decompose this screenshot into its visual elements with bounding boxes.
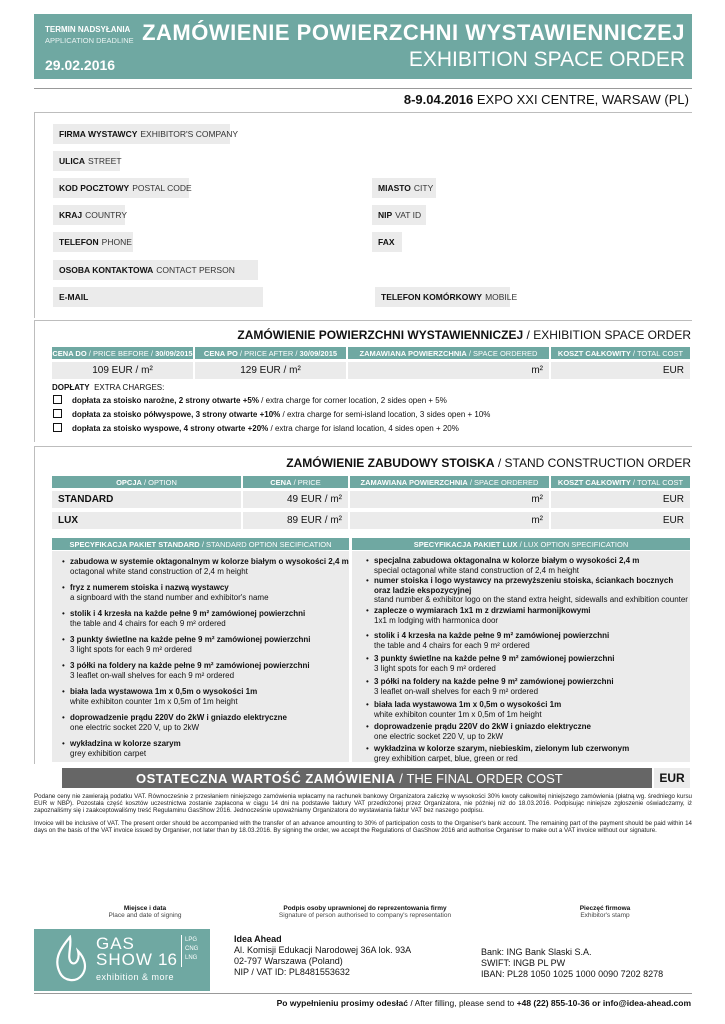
send-to-line: Po wypełnieniu prosimy odesłać / After filling, please send to +48 (22) 855-10-36 or info@idea-ahead.com — [276, 998, 691, 1008]
organiser-name: Idea Ahead — [234, 934, 282, 944]
page-subtitle: EXHIBITION SPACE ORDER — [408, 48, 685, 71]
list-item: • specjalna zabudowa oktagonalna w kolorze białym o wysokości 2,4 m special octagonal white stand construction of 2,4 m height — [366, 556, 640, 575]
space-order-title: ZAMÓWIENIE POWIERZCHNI WYSTAWIENNICZEJ / EXHIBITION SPACE ORDER — [237, 328, 691, 342]
list-item: • fryz z numerem stoiska i nazwą wystawcy a signboard with the stand number and exhibitor's name — [62, 583, 269, 602]
list-item: • stolik i 4 krzesła na każde pełne 9 m² zamówionej powierzchni the table and 4 chairs for each 9 m² ordered — [366, 631, 610, 650]
logo-tagline: exhibition & more — [96, 972, 175, 982]
logo-fuels: LPG CNG LNG — [185, 937, 199, 961]
space-standard-input[interactable]: m² — [350, 491, 549, 508]
list-item: • biała lada wystawowa 1m x 0,5m o wysokości 1m white exhibiton counter 1m x 0,5m of 1m height — [366, 700, 562, 719]
signature-stamp: Pieczęć firmowa Exhibitor's stamp — [579, 905, 631, 919]
price-after-value: 129 EUR / m² — [195, 362, 346, 379]
fax-field[interactable]: FAX — [372, 232, 402, 252]
price-standard: 49 EUR / m² — [243, 491, 348, 508]
price-before-header: CENA DO / PRICE BEFORE / 30/09/2015 — [52, 348, 193, 358]
final-cost-label-en: THE FINAL ORDER COST — [406, 770, 563, 786]
price-lux: 89 EUR / m² — [243, 512, 348, 529]
postcode-field[interactable]: KOD POCZTOWY POSTAL CODE — [53, 178, 189, 198]
send-contact-link[interactable]: +48 (22) 855-10-36 or info@idea-ahead.com — [516, 998, 691, 1008]
spec-lux-list — [352, 551, 690, 762]
organiser-info: Idea Ahead Al. Komisji Edukacji Narodowej 36A lok. 93A 02-797 Warszawa (Poland) NIP / VAT ID: PL8481553632 — [234, 934, 412, 977]
list-item: • doprowadzenie prądu 220V do 2kW i gniazdo elektryczne one electric socket 220 V, up to 2kW — [366, 722, 591, 741]
logo-divider — [181, 935, 182, 967]
page-title: ZAMÓWIENIE POWIERZCHNI WYSTAWIENNICZEJ — [142, 20, 685, 45]
spec-lux-header: SPECYFIKACJA PAKIET LUX / LUX OPTION SPECIFICATION — [352, 538, 690, 550]
mobile-field[interactable]: TELEFON KOMÓRKOWY MOBILE — [375, 287, 510, 307]
terms-en: Invoice will be inclusive of VAT. The present order should be accompanied with the transfer of an advance amounting to 30% of participation costs to the Organiser's bank account. The remaining part of the payment should be paid within 14 days on the basis of the VAT invoice issued by Organiser, not later than by 18.03.2016. By signing the order, we accept the Regulations of GasShow 2016 and authorise Organiser to make out a VAT invoice without our signature. — [34, 820, 692, 835]
list-item: • wykładzina w kolorze szarym, niebieskim, zielonym lub czerwonym grey exhibition carpet, blue, green or red — [366, 744, 630, 763]
logo-name-top: GAS — [96, 934, 135, 953]
semi-island-extra-checkbox[interactable] — [53, 409, 62, 418]
spec-standard-header: SPECYFIKACJA PAKIET STANDARD / STANDARD OPTION SECIFICATION — [52, 538, 349, 550]
island-extra-checkbox[interactable] — [53, 423, 62, 432]
stand-price-header: CENA / PRICE — [243, 476, 348, 488]
email-field[interactable]: E-MAIL — [53, 287, 263, 307]
list-item: • stolik i 4 krzesła na każde pełne 9 m² zamówionej powierzchni the table and 4 chairs for each 9 m² ordered — [62, 609, 306, 628]
list-item: • 3 półki na foldery na każde pełne 9 m² zamówionej powierzchni 3 leaflet on-wall shelves for each 9 m² ordered — [62, 661, 310, 680]
country-field[interactable]: KRAJ COUNTRY — [53, 205, 125, 225]
phone-field[interactable]: TELEFON PHONE — [53, 232, 133, 252]
list-item: • zaplecze o wymiarach 1x1 m z drzwiami harmonijkowymi 1x1 m lodging with harmonica door — [366, 606, 591, 625]
option-lux: LUX — [52, 512, 241, 529]
extras-label: DOPŁATY EXTRA CHARGES: — [52, 383, 165, 392]
extra-charge-corner: dopłata za stoisko narożne, 2 strony otwarte +5% / extra charge for corner location, 2 sides open + 5% — [72, 396, 447, 405]
gas-show-logo — [34, 929, 210, 991]
logo-name-bottom: SHOW — [96, 950, 153, 969]
deadline-label-pl: TERMIN NADSYŁANIA — [45, 25, 131, 34]
total-cost-input[interactable]: EUR — [551, 362, 690, 379]
stand-order-title: ZAMÓWIENIE ZABUDOWY STOISKA / STAND CONSTRUCTION ORDER — [286, 456, 691, 470]
list-item: • doprowadzenie prądu 220V do 2kW i gniazdo elektryczne one electric socket 220 V, up to 2kW — [62, 713, 287, 732]
price-after-header: CENA PO / PRICE AFTER / 30/09/2015 — [195, 347, 346, 359]
option-header: OPCJA / OPTION — [52, 476, 241, 488]
footer-divider — [34, 993, 692, 994]
signature-place-date: Miejsce i data Place and date of signing — [108, 905, 182, 919]
extra-charge-island: dopłata za stoisko wyspowe, 4 strony otwarte +20% / extra charge for island location, 4 sides open + 20% — [72, 424, 459, 433]
city-field[interactable]: MIASTO CITY — [372, 178, 436, 198]
contact-person-field[interactable]: OSOBA KONTAKTOWA CONTACT PERSON — [53, 260, 258, 280]
event-date: 8-9.04.2016 — [403, 92, 474, 107]
list-item: • numer stoiska i logo wystawcy na przewyższeniu stoiska, ściankach bocznych oraz ladzie ekspozycyjnej stand number & exhibitor logo on the stand extra height, sidewalls and exhibition counter — [366, 576, 688, 604]
stand-cost-header: KOSZT CAŁKOWITY / TOTAL COST — [551, 476, 690, 488]
list-item: • 3 półki na foldery na każde pełne 9 m² zamówionej powierzchni 3 leaflet on-wall shelves for each 9 m² ordered — [366, 677, 614, 696]
terms-pl: Podane ceny nie zawierają podatku VAT. Równocześnie z przesłaniem niniejszego zamówienia wpłacamy na rachunek bankowy Organizatora zaliczkę w wysokości 30% kwoty całkowitej niniejszego zamówienia (płatną wg. średniego kursu EUR w NBP). Pozostała część kosztów uczestnictwa zostanie zapłacona w ciągu 14 dni na podstawie faktury VAT przedłożonej przez Organizatora, nie później niż do 18.03.2016. Podpisując niniejsze zgłoszenie oświadczamy, iż zapoznaliśmy się i zaakceptowaliśmy treść Regulaminu GasShow 2016. Jednocześnie upoważniamy Organizatora do wystawiania faktur VAT bez naszego podpisu. — [34, 793, 692, 815]
total-cost-header: KOSZT CAŁKOWITY / TOTAL COST — [551, 347, 690, 359]
final-cost-bar: OSTATECZNA WARTOŚĆ ZAMÓWIENIA / THE FINAL ORDER COST — [62, 768, 652, 788]
bank-info: Bank: ING Bank Slaski S.A. SWIFT: INGB PL PW IBAN: PL28 1050 1025 1000 0090 7202 8278 — [481, 947, 664, 979]
corner-extra-checkbox[interactable] — [53, 395, 62, 404]
list-item: • zabudowa w systemie oktagonalnym w kolorze białym o wysokości 2,4 m octagonal white stand construction of 2,4 m height — [62, 557, 349, 576]
logo-number: 16 — [158, 950, 177, 969]
list-item: • biała lada wystawowa 1m x 0,5m o wysokości 1m white exhibiton counter 1m x 0,5m of 1m height — [62, 687, 258, 706]
final-cost-input[interactable]: EUR — [654, 768, 690, 788]
option-standard: STANDARD — [52, 491, 241, 508]
deadline-label-en: APPLICATION DEADLINE — [45, 36, 134, 45]
stand-space-header: ZAMAWIANA POWIERZCHNIA / SPACE ORDERED — [350, 476, 549, 488]
street-field[interactable]: ULICA STREET — [53, 151, 120, 171]
space-lux-input[interactable]: m² — [350, 512, 549, 529]
vat-field[interactable]: NIP VAT ID — [372, 205, 426, 225]
header-divider — [34, 88, 692, 89]
event-venue: EXPO XXI CENTRE, WARSAW (PL) — [476, 92, 689, 107]
space-ordered-header: ZAMAWIANA POWIERZCHNIA / SPACE ORDERED — [348, 347, 549, 359]
cost-lux-input[interactable]: EUR — [551, 512, 690, 529]
deadline-date: 29.02.2016 — [45, 57, 116, 73]
signature-representative: Podpis osoby uprawnionej do reprezentowania firmy Signature of person authorised to company's representation — [278, 905, 452, 919]
list-item: • wykładzina w kolorze szarym grey exhibition carpet — [62, 739, 181, 758]
price-before-value: 109 EUR / m² — [52, 362, 193, 379]
spec-standard-list — [52, 551, 349, 762]
flame-icon — [48, 935, 92, 985]
cost-standard-input[interactable]: EUR — [551, 491, 690, 508]
event-line — [404, 92, 689, 107]
list-item: • 3 punkty świetlne na każde pełne 9 m² zamówionej powierzchni 3 light spots for each 9 m² ordered — [62, 635, 311, 654]
list-item: • 3 punkty świetlne na każde pełne 9 m² zamówionej powierzchni 3 light spots for each 9 m² ordered — [366, 654, 615, 673]
extra-charge-semi-island: dopłata za stoisko półwyspowe, 3 strony otwarte +10% / extra charge for semi-island location, 3 sides open + 10% — [72, 410, 491, 419]
company-field[interactable]: FIRMA WYSTAWCY EXHIBITOR'S COMPANY — [53, 124, 230, 144]
final-cost-label-pl: OSTATECZNA WARTOŚĆ ZAMÓWIENIA — [136, 770, 396, 786]
space-ordered-input[interactable]: m² — [348, 362, 549, 379]
